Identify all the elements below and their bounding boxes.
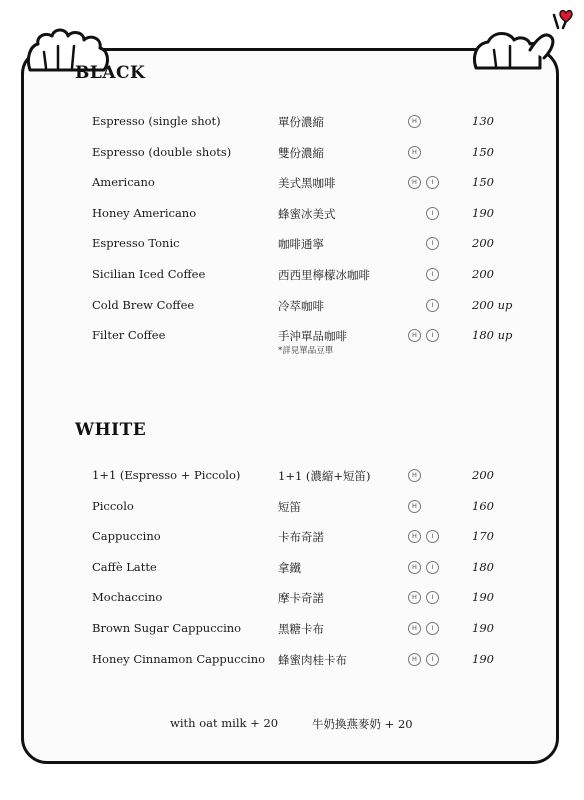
item-note: *詳見單品豆單 — [278, 346, 334, 357]
item-name-zh: 卡布奇諾 — [278, 530, 324, 545]
hot-badge-icon: H — [408, 561, 421, 574]
menu-item — [0, 236, 584, 256]
hot-badge-icon: H — [408, 469, 421, 482]
item-name-zh: 手沖單品咖啡 — [278, 329, 347, 344]
item-name-en: Honey Americano — [92, 205, 197, 220]
temperature-badges — [408, 237, 442, 250]
iced-badge-icon: I — [426, 591, 439, 604]
item-name-zh: 冷萃咖啡 — [278, 298, 324, 313]
iced-badge-icon: I — [426, 561, 439, 574]
temperature-badges — [408, 329, 442, 342]
iced-badge-icon: I — [426, 653, 439, 666]
iced-badge-icon: I — [426, 237, 439, 250]
iced-badge-icon: I — [426, 622, 439, 635]
temperature-badges — [408, 299, 442, 312]
hot-badge-icon: H — [408, 176, 421, 189]
item-name-zh: 黑糖卡布 — [278, 622, 324, 636]
iced-badge-icon: I — [426, 176, 439, 189]
menu-item — [0, 298, 584, 318]
item-price: 180 — [472, 559, 494, 574]
item-price: 190 — [472, 621, 494, 635]
item-name-en: Cold Brew Coffee — [92, 297, 195, 312]
temperature-badges — [408, 115, 442, 128]
oat-milk-note-en: with oat milk + 20 — [170, 716, 279, 730]
item-name-en: Americano — [92, 175, 155, 190]
item-price: 150 — [472, 175, 494, 190]
menu-item — [0, 652, 584, 672]
temperature-badges — [408, 500, 442, 513]
hot-badge-icon: H — [408, 500, 421, 513]
temperature-badges — [408, 469, 442, 482]
item-name-zh: 摩卡奇諾 — [278, 591, 324, 606]
temperature-badges — [408, 268, 442, 281]
item-price: 200 up — [472, 297, 513, 312]
item-price: 160 — [472, 498, 494, 513]
item-price: 200 — [472, 267, 494, 281]
menu-item — [0, 468, 584, 488]
temperature-badges — [408, 176, 442, 189]
menu-item — [0, 621, 584, 641]
oat-milk-note-zh: 牛奶換燕麥奶 + 20 — [312, 717, 413, 731]
hot-badge-icon: H — [408, 115, 421, 128]
item-name-zh: 1+1 (濃縮+短笛) — [278, 469, 371, 483]
temperature-badges — [408, 207, 442, 220]
menu-item — [0, 114, 584, 134]
item-price: 190 — [472, 590, 494, 605]
item-name-en: Filter Coffee — [92, 328, 166, 343]
item-name-zh: 西西里檸檬冰咖啡 — [278, 268, 370, 282]
menu-item — [0, 529, 584, 549]
item-name-en: Mochaccino — [92, 590, 163, 605]
item-name-en: Espresso (single shot) — [92, 114, 221, 128]
item-name-en: Espresso (double shots) — [92, 144, 232, 159]
item-name-en: Honey Cinnamon Cappuccino — [92, 651, 266, 666]
item-name-en: Piccolo — [92, 498, 134, 513]
item-price: 190 — [472, 651, 494, 666]
temperature-badges — [408, 530, 442, 543]
item-name-en: 1+1 (Espresso + Piccolo) — [92, 468, 241, 482]
item-name-en: Brown Sugar Cappuccino — [92, 621, 242, 635]
item-price: 180 up — [472, 328, 513, 343]
item-price: 170 — [472, 529, 494, 544]
section-title: WHITE — [75, 420, 147, 440]
menu-item — [0, 560, 584, 580]
item-price: 130 — [472, 114, 494, 128]
menu-item — [0, 206, 584, 226]
section-title: BLACK — [75, 63, 146, 83]
hot-badge-icon: H — [408, 146, 421, 159]
menu-item — [0, 328, 584, 357]
menu-item — [0, 499, 584, 519]
menu-item — [0, 590, 584, 610]
item-name-zh: 美式黑咖啡 — [278, 176, 336, 191]
temperature-badges — [408, 561, 442, 574]
item-name-zh: 雙份濃縮 — [278, 145, 324, 160]
item-name-zh: 短笛 — [278, 499, 301, 514]
item-name-en: Sicilian Iced Coffee — [92, 267, 206, 281]
iced-badge-icon: I — [426, 530, 439, 543]
menu-item — [0, 175, 584, 195]
hot-badge-icon: H — [408, 622, 421, 635]
item-price: 200 — [472, 468, 494, 482]
item-name-zh: 蜂蜜冰美式 — [278, 206, 336, 221]
hot-badge-icon: H — [408, 591, 421, 604]
item-name-en: Cappuccino — [92, 529, 161, 544]
hot-badge-icon: H — [408, 530, 421, 543]
hot-badge-icon: H — [408, 329, 421, 342]
iced-badge-icon: I — [426, 207, 439, 220]
item-name-zh: 咖啡通寧 — [278, 237, 324, 252]
iced-badge-icon: I — [426, 329, 439, 342]
iced-badge-icon: I — [426, 299, 439, 312]
cartoon-hand-heart-icon — [470, 6, 580, 76]
temperature-badges — [408, 622, 442, 635]
item-price: 150 — [472, 144, 494, 159]
menu-item — [0, 267, 584, 287]
item-name-zh: 蜂蜜肉桂卡布 — [278, 652, 347, 667]
temperature-badges — [408, 653, 442, 666]
iced-badge-icon: I — [426, 268, 439, 281]
item-name-en: Caffè Latte — [92, 559, 157, 574]
item-name-zh: 拿鐵 — [278, 560, 301, 575]
item-name-en: Espresso Tonic — [92, 236, 180, 251]
item-name-zh: 單份濃縮 — [278, 115, 324, 129]
menu-item — [0, 145, 584, 165]
item-price: 200 — [472, 236, 494, 251]
item-price: 190 — [472, 205, 494, 220]
temperature-badges — [408, 146, 442, 159]
hot-badge-icon: H — [408, 653, 421, 666]
temperature-badges — [408, 591, 442, 604]
